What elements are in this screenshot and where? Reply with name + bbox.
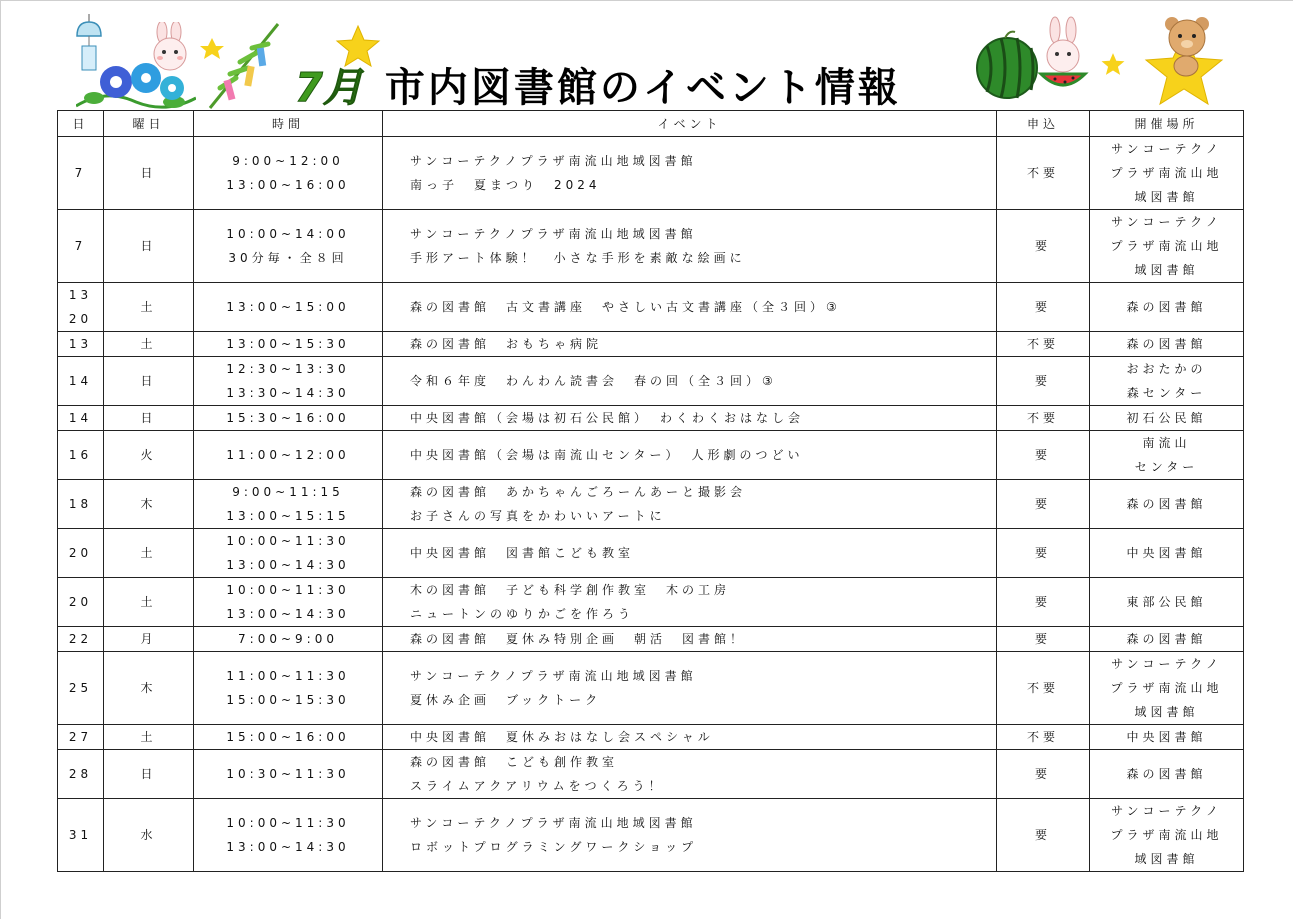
event-cell-line: 中央図書館 図書館こども教室 xyxy=(410,546,635,560)
time-cell-line: 10:00~14:00 xyxy=(226,227,350,241)
table-row xyxy=(58,137,1244,210)
venue-cell-line: 域図書館 xyxy=(1134,852,1199,866)
event-cell-line: 中央図書館 夏休みおはなし会スペシャル xyxy=(410,730,714,744)
table-row xyxy=(58,750,1244,799)
event-cell-line: 森の図書館 夏休み特別企画 朝活 図書館！ xyxy=(410,632,747,646)
day-cell-line: 25 xyxy=(68,681,93,695)
time-cell xyxy=(194,799,383,872)
dow-cell-line: 日 xyxy=(140,411,157,425)
event-cell-line: サンコーテクノプラザ南流山地域図書館 xyxy=(410,154,697,168)
event-cell xyxy=(383,578,997,627)
time-cell xyxy=(194,725,383,750)
time-cell-line: 13:00~15:15 xyxy=(226,509,350,523)
table-row xyxy=(58,799,1244,872)
dow-cell xyxy=(104,357,194,406)
event-cell xyxy=(383,137,997,210)
dow-cell-line: 日 xyxy=(140,166,157,180)
event-cell-line: サンコーテクノプラザ南流山地域図書館 xyxy=(410,816,697,830)
event-cell xyxy=(383,725,997,750)
event-cell-line: 森の図書館 古文書講座 やさしい古文書講座（全３回）③ xyxy=(410,300,841,314)
day-cell-line: 14 xyxy=(68,374,93,388)
dow-cell xyxy=(104,627,194,652)
apply-cell xyxy=(997,725,1090,750)
time-cell-line: 30分毎・全８回 xyxy=(228,251,348,265)
event-cell-line: 手形アート体験！ 小さな手形を素敵な絵画に xyxy=(410,251,746,265)
event-cell-line: 令和６年度 わんわん読書会 春の回（全３回）③ xyxy=(410,374,777,388)
day-cell xyxy=(58,799,104,872)
venue-cell xyxy=(1090,725,1244,750)
event-cell xyxy=(383,406,997,431)
dow-cell xyxy=(104,332,194,357)
dow-cell-line: 日 xyxy=(140,374,157,388)
dow-cell xyxy=(104,406,194,431)
event-cell xyxy=(383,210,997,283)
apply-cell-line: 要 xyxy=(1034,448,1051,462)
dow-cell-line: 水 xyxy=(140,828,157,842)
small-star-icon xyxy=(1100,52,1126,76)
apply-cell xyxy=(997,137,1090,210)
header-day: 日 xyxy=(58,111,104,137)
venue-cell xyxy=(1090,529,1244,578)
event-cell xyxy=(383,750,997,799)
venue-cell-line: 中央図書館 xyxy=(1126,730,1207,744)
dow-cell xyxy=(104,799,194,872)
apply-cell xyxy=(997,750,1090,799)
tanabata-bamboo-icon xyxy=(200,18,292,110)
venue-cell xyxy=(1090,137,1244,210)
time-cell-line: 13:00~14:30 xyxy=(226,840,350,854)
dow-cell xyxy=(104,725,194,750)
table-row xyxy=(58,332,1244,357)
venue-cell-line: 南流山 xyxy=(1142,436,1191,450)
venue-cell-line: 森の図書館 xyxy=(1126,632,1207,646)
apply-cell-line: 不要 xyxy=(1026,730,1059,744)
day-cell-line: 31 xyxy=(68,828,93,842)
event-cell-line: ニュートンのゆりかごを作ろう xyxy=(410,607,635,621)
time-cell-line: 13:00~16:00 xyxy=(226,178,350,192)
apply-cell xyxy=(997,480,1090,529)
venue-cell-line: 初石公民館 xyxy=(1126,411,1207,425)
day-cell-line: 16 xyxy=(68,448,93,462)
event-cell xyxy=(383,332,997,357)
time-cell-line: 12:30~13:30 xyxy=(226,362,350,376)
time-cell-line: 10:00~11:30 xyxy=(226,583,350,597)
day-cell-line: 20 xyxy=(68,546,93,560)
day-cell-line: 7 xyxy=(74,239,87,253)
day-cell xyxy=(58,725,104,750)
dow-cell-line: 土 xyxy=(140,595,157,609)
event-cell-line: ロボットプログラミングワークショップ xyxy=(410,840,698,854)
day-cell-line: 22 xyxy=(68,632,93,646)
day-cell-line: 13 xyxy=(68,337,93,351)
table-row xyxy=(58,283,1244,332)
bear-on-star-icon xyxy=(1138,14,1230,108)
venue-cell-line: プラザ南流山地 xyxy=(1110,681,1223,695)
apply-cell-line: 不要 xyxy=(1026,681,1059,695)
time-cell-line: 10:30~11:30 xyxy=(226,767,350,781)
time-cell-line: 15:00~15:30 xyxy=(226,693,350,707)
time-cell-line: 13:00~14:30 xyxy=(226,558,350,572)
day-cell-line: 27 xyxy=(68,730,93,744)
venue-cell-line: おおたかの xyxy=(1126,362,1207,376)
dow-cell xyxy=(104,480,194,529)
time-cell xyxy=(194,627,383,652)
venue-cell-line: プラザ南流山地 xyxy=(1110,166,1223,180)
dow-cell-line: 木 xyxy=(140,497,157,511)
apply-cell xyxy=(997,210,1090,283)
venue-cell-line: 森の図書館 xyxy=(1126,767,1207,781)
rabbit-icon xyxy=(146,22,194,78)
time-cell-line: 9:00~11:15 xyxy=(232,485,344,499)
time-cell-line: 7:00~9:00 xyxy=(238,632,338,646)
dow-cell-line: 木 xyxy=(140,681,157,695)
venue-cell xyxy=(1090,627,1244,652)
page-header xyxy=(0,0,1293,112)
time-cell-line: 10:00~11:30 xyxy=(226,534,350,548)
apply-cell-line: 要 xyxy=(1034,546,1051,560)
venue-cell-line: 森の図書館 xyxy=(1126,300,1207,314)
time-cell-line: 15:00~16:00 xyxy=(226,730,350,744)
venue-cell-line: センター xyxy=(1134,460,1199,474)
day-cell xyxy=(58,529,104,578)
apply-cell-line: 不要 xyxy=(1026,411,1059,425)
day-cell xyxy=(58,357,104,406)
apply-cell xyxy=(997,357,1090,406)
venue-cell-line: プラザ南流山地 xyxy=(1110,828,1223,842)
venue-cell-line: 森の図書館 xyxy=(1126,337,1207,351)
venue-cell xyxy=(1090,652,1244,725)
day-cell-line: 13 xyxy=(68,288,93,302)
apply-cell-line: 要 xyxy=(1034,632,1051,646)
table-row xyxy=(58,652,1244,725)
event-cell xyxy=(383,480,997,529)
apply-cell xyxy=(997,799,1090,872)
dow-cell-line: 日 xyxy=(140,767,157,781)
day-cell xyxy=(58,406,104,431)
event-cell-line: 中央図書館（会場は南流山センター） 人形劇のつどい xyxy=(410,448,804,462)
day-cell-line: 7 xyxy=(74,166,87,180)
event-cell xyxy=(383,799,997,872)
venue-cell xyxy=(1090,578,1244,627)
apply-cell xyxy=(997,431,1090,480)
venue-cell-line: プラザ南流山地 xyxy=(1110,239,1223,253)
apply-cell-line: 不要 xyxy=(1026,166,1059,180)
time-cell-line: 10:00~11:30 xyxy=(226,816,350,830)
event-cell-line: サンコーテクノプラザ南流山地域図書館 xyxy=(410,669,697,683)
day-cell-line: 14 xyxy=(68,411,93,425)
event-cell xyxy=(383,431,997,480)
table-row xyxy=(58,529,1244,578)
venue-cell xyxy=(1090,406,1244,431)
apply-cell-line: 不要 xyxy=(1026,337,1059,351)
venue-cell-line: サンコーテクノ xyxy=(1111,215,1222,229)
event-cell-line: 森の図書館 こども創作教室 xyxy=(410,755,619,769)
rabbit-with-watermelon-icon xyxy=(1035,16,1091,106)
event-cell-line: スライムアクアリウムをつくろう！ xyxy=(410,779,665,793)
dow-cell xyxy=(104,210,194,283)
venue-cell xyxy=(1090,799,1244,872)
dow-cell xyxy=(104,529,194,578)
venue-cell-line: 域図書館 xyxy=(1134,263,1199,277)
day-cell-line: 20 xyxy=(68,595,93,609)
apply-cell-line: 要 xyxy=(1034,828,1051,842)
title-block xyxy=(295,38,901,111)
time-cell xyxy=(194,578,383,627)
event-cell xyxy=(383,357,997,406)
venue-cell xyxy=(1090,210,1244,283)
time-cell xyxy=(194,283,383,332)
month-label: 7月 xyxy=(295,65,363,111)
page-title: 市内図書館のイベント情報 xyxy=(384,65,901,111)
event-cell xyxy=(383,283,997,332)
apply-cell xyxy=(997,332,1090,357)
event-cell xyxy=(383,529,997,578)
time-cell xyxy=(194,480,383,529)
dow-cell xyxy=(104,578,194,627)
day-cell xyxy=(58,578,104,627)
day-cell xyxy=(58,431,104,480)
venue-cell xyxy=(1090,750,1244,799)
day-cell xyxy=(58,283,104,332)
table-row xyxy=(58,210,1244,283)
event-cell xyxy=(383,652,997,725)
day-cell xyxy=(58,332,104,357)
venue-cell xyxy=(1090,431,1244,480)
apply-cell xyxy=(997,529,1090,578)
dow-cell-line: 土 xyxy=(140,300,157,314)
event-cell-line: サンコーテクノプラザ南流山地域図書館 xyxy=(410,227,697,241)
time-cell xyxy=(194,652,383,725)
apply-cell xyxy=(997,406,1090,431)
table-row xyxy=(58,480,1244,529)
events-table xyxy=(57,110,1244,872)
apply-cell-line: 要 xyxy=(1034,595,1051,609)
apply-cell-line: 要 xyxy=(1034,239,1051,253)
header-venue: 開催場所 xyxy=(1090,111,1244,137)
venue-cell xyxy=(1090,480,1244,529)
day-cell-line: 28 xyxy=(68,767,93,781)
time-cell xyxy=(194,357,383,406)
day-cell xyxy=(58,750,104,799)
time-cell-line: 11:00~12:00 xyxy=(226,448,350,462)
venue-cell-line: サンコーテクノ xyxy=(1111,804,1222,818)
dow-cell-line: 土 xyxy=(140,730,157,744)
event-cell-line: 中央図書館（会場は初石公民館） わくわくおはなし会 xyxy=(410,411,805,425)
event-cell xyxy=(383,627,997,652)
event-cell-line: 木の図書館 子ども科学創作教室 木の工房 xyxy=(410,583,731,597)
dow-cell xyxy=(104,652,194,725)
venue-cell xyxy=(1090,332,1244,357)
event-cell-line: 森の図書館 おもちゃ病院 xyxy=(410,337,603,351)
header-event: イベント xyxy=(383,111,997,137)
time-cell xyxy=(194,750,383,799)
venue-cell-line: 森センター xyxy=(1126,386,1207,400)
venue-cell-line: 域図書館 xyxy=(1134,190,1199,204)
time-cell-line: 15:30~16:00 xyxy=(226,411,350,425)
time-cell xyxy=(194,137,383,210)
venue-cell-line: 中央図書館 xyxy=(1126,546,1207,560)
dow-cell-line: 日 xyxy=(140,239,157,253)
time-cell xyxy=(194,529,383,578)
dow-cell-line: 火 xyxy=(140,448,157,462)
day-cell xyxy=(58,210,104,283)
dow-cell xyxy=(104,283,194,332)
time-cell-line: 13:00~15:30 xyxy=(226,337,350,351)
dow-cell-line: 土 xyxy=(140,546,157,560)
table-header-row xyxy=(58,111,1244,137)
apply-cell xyxy=(997,578,1090,627)
table-row xyxy=(58,406,1244,431)
time-cell-line: 13:30~14:30 xyxy=(226,386,350,400)
table-row xyxy=(58,578,1244,627)
day-cell-line: 18 xyxy=(68,497,93,511)
day-cell xyxy=(58,137,104,210)
header-dow: 曜日 xyxy=(104,111,194,137)
venue-cell-line: 森の図書館 xyxy=(1126,497,1207,511)
apply-cell xyxy=(997,652,1090,725)
page-left-border xyxy=(0,0,1,919)
time-cell xyxy=(194,210,383,283)
time-cell xyxy=(194,431,383,480)
table-row xyxy=(58,627,1244,652)
table-row xyxy=(58,357,1244,406)
dow-cell xyxy=(104,750,194,799)
venue-cell xyxy=(1090,357,1244,406)
apply-cell-line: 要 xyxy=(1034,374,1051,388)
venue-cell-line: 域図書館 xyxy=(1134,705,1199,719)
time-cell-line: 9:00~12:00 xyxy=(232,154,344,168)
day-cell xyxy=(58,627,104,652)
venue-cell-line: サンコーテクノ xyxy=(1111,657,1222,671)
table-row xyxy=(58,725,1244,750)
table-row xyxy=(58,431,1244,480)
day-cell xyxy=(58,652,104,725)
event-cell-line: お子さんの写真をかわいいアートに xyxy=(410,509,666,523)
time-cell xyxy=(194,332,383,357)
header-time: 時間 xyxy=(194,111,383,137)
venue-cell xyxy=(1090,283,1244,332)
event-cell-line: 夏休み企画 ブックトーク xyxy=(410,693,602,707)
time-cell-line: 13:00~15:00 xyxy=(226,300,350,314)
day-cell-line: 20 xyxy=(68,312,93,326)
apply-cell-line: 要 xyxy=(1034,497,1051,511)
time-cell-line: 13:00~14:30 xyxy=(226,607,350,621)
event-cell-line: 森の図書館 あかちゃんごろーんあーと撮影会 xyxy=(410,485,747,499)
time-cell-line: 11:00~11:30 xyxy=(226,669,350,683)
time-cell xyxy=(194,406,383,431)
apply-cell xyxy=(997,627,1090,652)
event-cell-line: 南っ子 夏まつり 2024 xyxy=(410,178,601,192)
dow-cell xyxy=(104,137,194,210)
apply-cell-line: 要 xyxy=(1034,767,1051,781)
apply-cell-line: 要 xyxy=(1034,300,1051,314)
dow-cell xyxy=(104,431,194,480)
dow-cell-line: 月 xyxy=(140,632,157,646)
venue-cell-line: サンコーテクノ xyxy=(1111,142,1222,156)
day-cell xyxy=(58,480,104,529)
venue-cell-line: 東部公民館 xyxy=(1126,595,1207,609)
dow-cell-line: 土 xyxy=(140,337,157,351)
header-apply: 申込 xyxy=(997,111,1090,137)
apply-cell xyxy=(997,283,1090,332)
